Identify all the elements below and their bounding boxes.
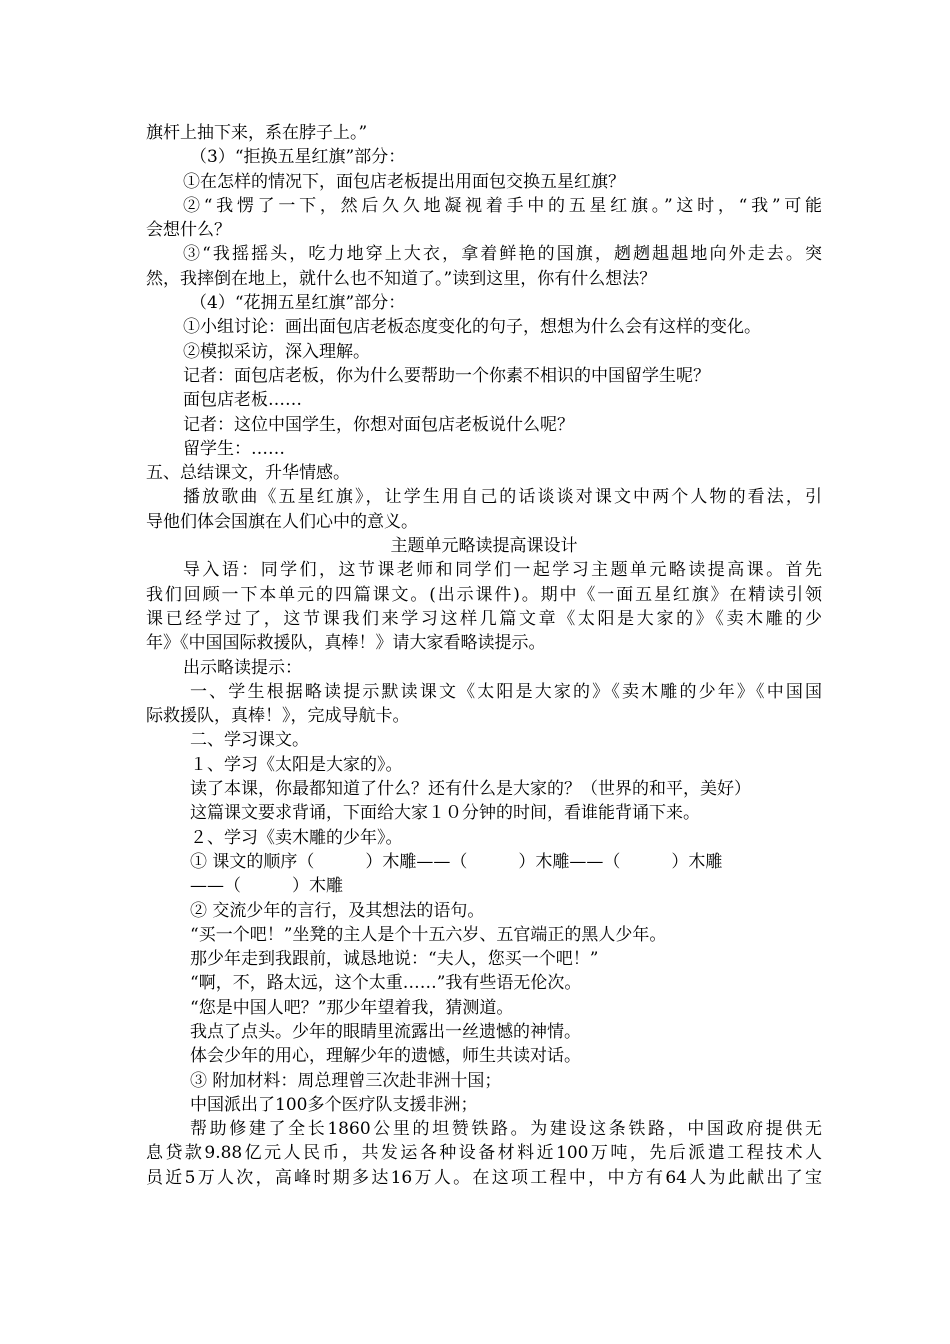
- text-line: 记者：这位中国学生，你想对面包店老板说什么呢？: [183, 414, 574, 435]
- text-line: 那少年走到我跟前，诚恳地说：“夫人，您买一个吧！”: [190, 949, 599, 970]
- text-line: 我们回顾一下本单元的四篇课文。(出示课件)。期中《一面五星红旗》在精读引领: [146, 584, 822, 605]
- text-line: “您是中国人吧？”那少年望着我，猜测道。: [190, 997, 514, 1018]
- text-line: 播放歌曲《五星红旗》，让学生用自己的话谈谈对课文中两个人物的看法，引: [183, 487, 822, 508]
- text-line: 员近5万人次，高峰时期多达16万人。在这项工程中，中方有64人为此献出了宝: [146, 1167, 822, 1188]
- text-line: （4）“花拥五星红旗”部分：: [190, 293, 406, 314]
- text-line: 读了本课，你最都知道了什么？还有什么是大家的？（世界的和平，美好）: [190, 779, 751, 800]
- text-line: 帮助修建了全长1860公里的坦赞铁路。为建设这条铁路，中国政府提供无: [190, 1119, 822, 1140]
- text-line: （3）“拒换五星红旗”部分：: [190, 147, 406, 168]
- text-line: “买一个吧！”坐凳的主人是个十五六岁、五官端正的黑人少年。: [190, 924, 667, 945]
- text-line: 面包店老板……: [183, 390, 302, 411]
- text-line: 旗杆上抽下来，系在脖子上。”: [146, 123, 368, 143]
- text-line: 年》《中国国际救援队，真棒！》请大家看略读提示。: [146, 633, 546, 654]
- text-line: 五、总结课文，升华情感。: [146, 463, 350, 484]
- text-line: 中国派出了100多个医疗队支援非洲；: [190, 1094, 478, 1115]
- text-line: 体会少年的用心，理解少年的遗憾，师生共读对话。: [190, 1046, 581, 1067]
- text-line: ②模拟采访，深入理解。: [183, 341, 370, 362]
- text-line: ①小组讨论：画出面包店老板态度变化的句子，想想为什么会有这样的变化。: [183, 317, 761, 338]
- text-line: “啊，不，路太远，这个太重……”我有些语无伦次。: [190, 973, 582, 994]
- text-line: ２、学习《卖木雕的少年》。: [190, 827, 403, 848]
- text-line: ②“我愣了一下，然后久久地凝视着手中的五星红旗。”这时，“我”可能: [183, 195, 822, 216]
- text-line: 然，我摔倒在地上，就什么也不知道了。”读到这里，你有什么想法？: [146, 268, 657, 289]
- document-page: [146, 121, 822, 1190]
- text-line: 一、学生根据略读提示默读课文《太阳是大家的》《卖木雕的少年》《中国国: [190, 681, 822, 702]
- text-line: ①在怎样的情况下，面包店老板提出用面包交换五星红旗？: [183, 171, 625, 192]
- text-line: ① 课文的顺序（ ）木雕——（ ）木雕——（ ）木雕: [190, 851, 723, 872]
- text-line: 出示略读提示：: [183, 657, 302, 678]
- text-line: 导入语：同学们，这节课老师和同学们一起学习主题单元略读提高课。首先: [183, 560, 822, 581]
- text-line: ——（ ）木雕: [190, 876, 343, 897]
- text-line: １、学习《太阳是大家的》。: [190, 754, 403, 775]
- text-line: ③ 附加材料：周总理曾三次赴非洲十国；: [190, 1070, 502, 1091]
- text-line: 这篇课文要求背诵，下面给大家１０分钟的时间，看谁能背诵下来。: [190, 803, 700, 824]
- text-line: 二、学习课文。: [190, 730, 309, 751]
- text-line: 记者：面包店老板，你为什么要帮助一个你素不相识的中国留学生呢？: [183, 365, 710, 386]
- text-line: 我点了点头。少年的眼睛里流露出一丝遗憾的神情。: [190, 1021, 581, 1042]
- text-line: 主题单元略读提高课设计: [390, 536, 578, 557]
- text-line: 留学生：……: [183, 438, 285, 459]
- text-line: ③“我摇摇头，吃力地穿上大衣，拿着鲜艳的国旗，趔趔趄趄地向外走去。突: [183, 244, 822, 265]
- text-line: 会想什么？: [146, 220, 231, 241]
- text-line: 际救援队，真棒！》，完成导航卡。: [146, 706, 410, 727]
- text-line: 课已经学过了，这节课我们来学习这样几篇文章《太阳是大家的》《卖木雕的少: [146, 608, 822, 629]
- text-line: 导他们体会国旗在人们心中的意义。: [146, 511, 418, 532]
- text-line: ② 交流少年的言行，及其想法的语句。: [190, 900, 485, 921]
- text-line: 息贷款9.88亿元人民币，共发运各种设备材料近100万吨，先后派遣工程技术人: [146, 1143, 822, 1164]
